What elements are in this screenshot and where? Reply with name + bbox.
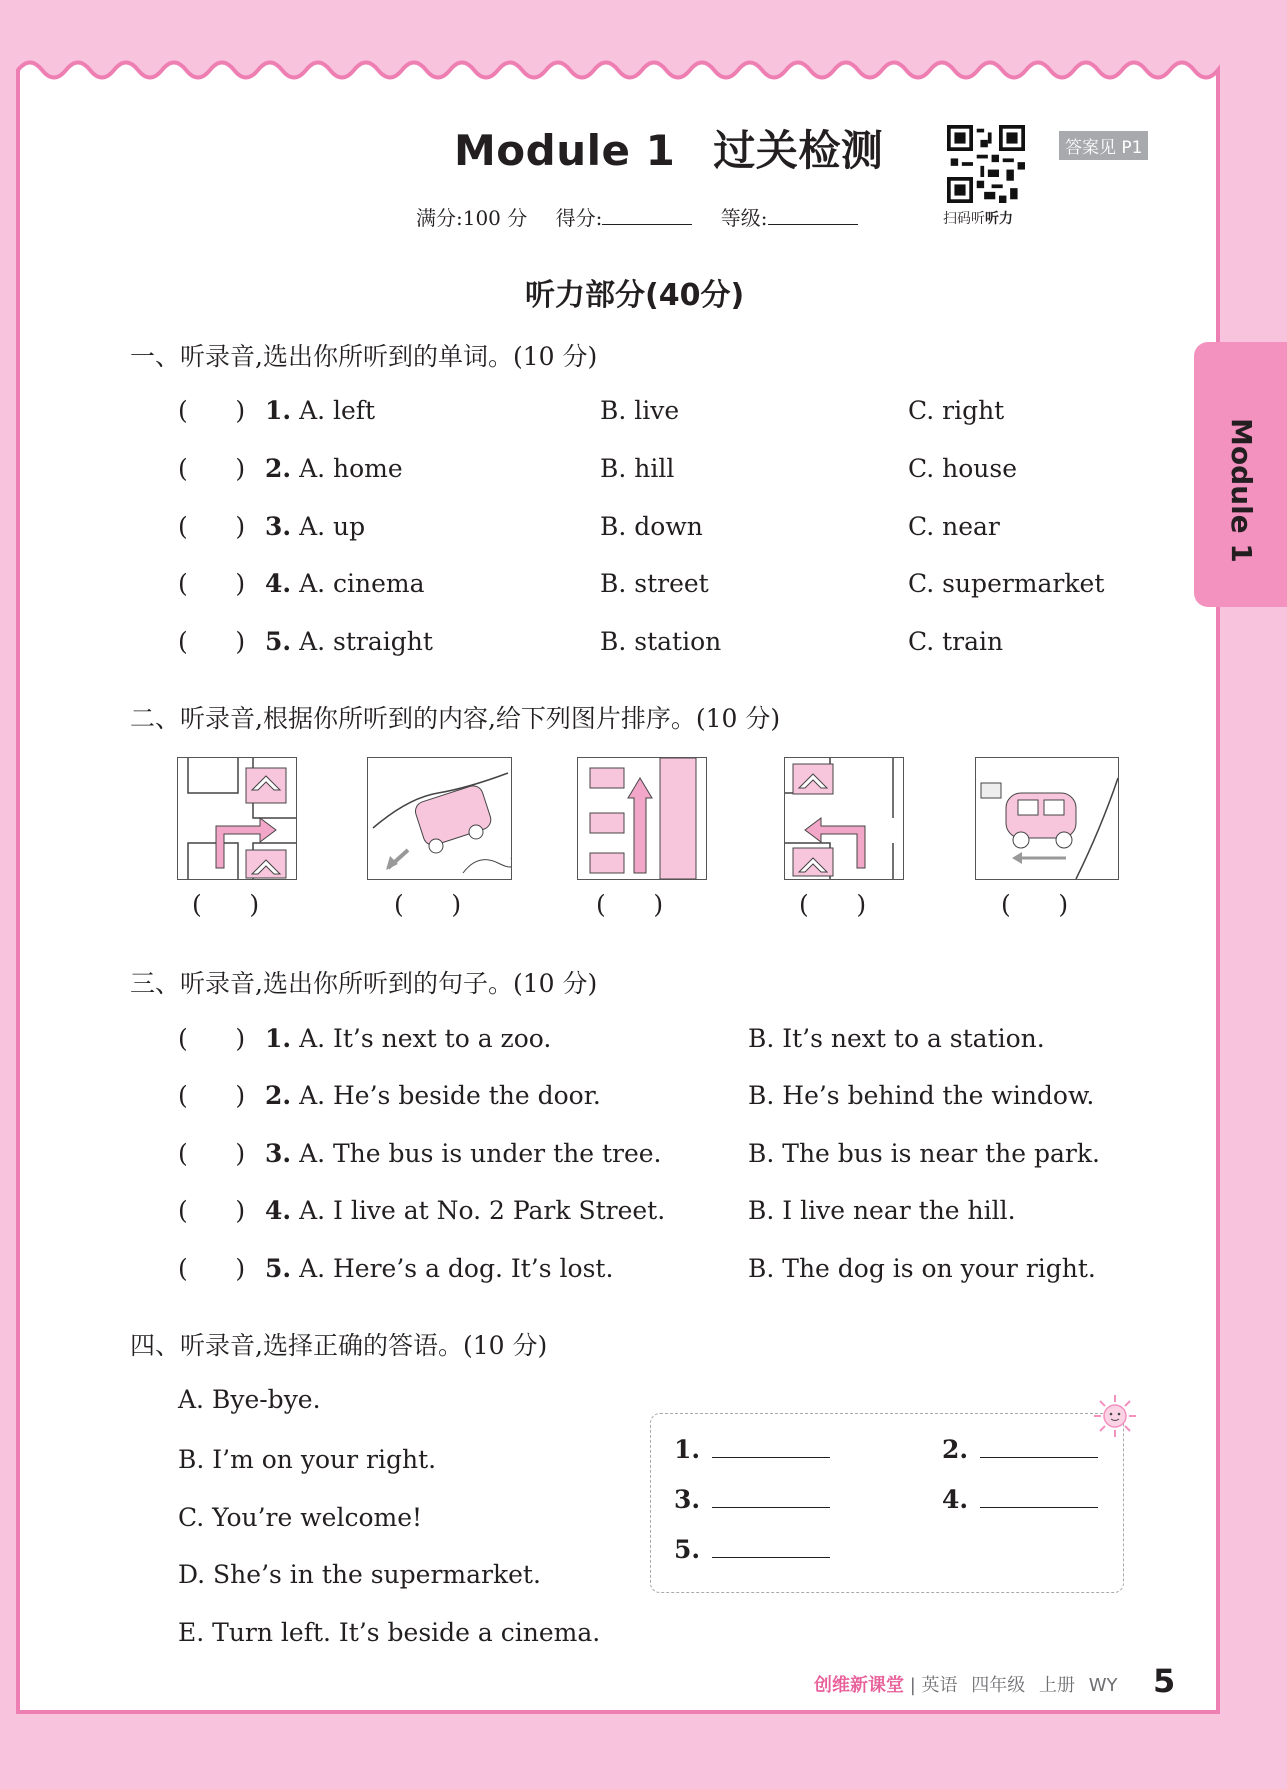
q1-option-b: B. down bbox=[600, 512, 703, 541]
q1-item: 4. A. cinema bbox=[265, 569, 425, 598]
q3-item: 4. A. I live at No. 2 Park Street. bbox=[265, 1196, 666, 1225]
footer-subject: 英语 bbox=[921, 1675, 958, 1696]
q1-heading: 一、听录音,选出你所听到的单词。(10 分) bbox=[130, 342, 598, 371]
q3-heading: 三、听录音,选出你所听到的句子。(10 分) bbox=[130, 969, 598, 998]
footer bbox=[814, 1671, 1118, 1697]
answer-blank-4[interactable]: 4. bbox=[942, 1485, 1098, 1514]
title-module: Module 1 bbox=[454, 126, 676, 175]
q1-option-c: C. train bbox=[908, 627, 1004, 656]
score-blank[interactable] bbox=[602, 206, 692, 225]
q4-option: E. Turn left. It’s beside a cinema. bbox=[178, 1618, 601, 1647]
answer-blank-1[interactable]: 1. bbox=[674, 1435, 830, 1464]
side-tab-label: Module 1 bbox=[1225, 418, 1258, 563]
order-paren[interactable]: ( ) bbox=[192, 890, 260, 919]
q1-option-b: B. hill bbox=[600, 454, 675, 483]
q4-option: C. You’re welcome! bbox=[178, 1503, 423, 1532]
answer-blank-3[interactable]: 3. bbox=[674, 1485, 830, 1514]
score-label: 得分: bbox=[555, 206, 603, 230]
grade-blank[interactable] bbox=[768, 206, 858, 225]
qr-caption bbox=[943, 208, 1013, 228]
picture-go-straight bbox=[577, 757, 707, 880]
q3-item: 1. A. It’s next to a zoo. bbox=[265, 1024, 552, 1053]
picture-turn-right bbox=[177, 757, 297, 880]
footer-separator: | bbox=[909, 1675, 916, 1696]
q1-option-b: B. station bbox=[600, 627, 722, 656]
answer-paren[interactable]: ( ) bbox=[178, 1024, 246, 1053]
q3-option-b: B. The bus is near the park. bbox=[748, 1139, 1100, 1168]
section-title: 听力部分(40分) bbox=[525, 278, 745, 313]
q1-option-b: B. street bbox=[600, 569, 709, 598]
page-title bbox=[454, 118, 883, 178]
answer-blank-2[interactable]: 2. bbox=[942, 1435, 1098, 1464]
q4-option: D. She’s in the supermarket. bbox=[178, 1560, 541, 1589]
score-line bbox=[416, 202, 880, 231]
grade-label: 等级: bbox=[720, 206, 768, 230]
answer-paren[interactable]: ( ) bbox=[178, 512, 246, 541]
sun-icon bbox=[1094, 1395, 1136, 1437]
q1-option-b: B. live bbox=[600, 396, 680, 425]
picture-bus-on-hill bbox=[367, 757, 512, 880]
footer-grade: 四年级 bbox=[971, 1675, 1026, 1696]
q3-option-b: B. He’s behind the window. bbox=[748, 1081, 1095, 1110]
q1-option-c: C. near bbox=[908, 512, 1000, 541]
footer-volume: 上册 bbox=[1039, 1675, 1076, 1696]
q4-heading: 四、听录音,选择正确的答语。(10 分) bbox=[130, 1331, 548, 1360]
answer-paren[interactable]: ( ) bbox=[178, 627, 246, 656]
q1-option-c: C. supermarket bbox=[908, 569, 1105, 598]
qr-caption-bold: 听力 bbox=[985, 211, 1013, 227]
order-paren[interactable]: ( ) bbox=[596, 890, 664, 919]
q3-item: 2. A. He’s beside the door. bbox=[265, 1081, 601, 1110]
answer-paren[interactable]: ( ) bbox=[178, 569, 246, 598]
full-score: 满分:100 分 bbox=[416, 206, 528, 230]
answer-paren[interactable]: ( ) bbox=[178, 1196, 246, 1225]
q3-option-b: B. It’s next to a station. bbox=[748, 1024, 1045, 1053]
answer-paren[interactable]: ( ) bbox=[178, 396, 246, 425]
footer-edition: WY bbox=[1088, 1675, 1118, 1696]
order-paren[interactable]: ( ) bbox=[394, 890, 462, 919]
q3-item: 5. A. Here’s a dog. It’s lost. bbox=[265, 1254, 614, 1283]
picture-turn-left bbox=[784, 757, 904, 880]
qr-caption-plain: 扫码听 bbox=[943, 211, 985, 227]
footer-brand: 创维新课堂 bbox=[814, 1675, 904, 1696]
title-cn: 过关检测 bbox=[713, 126, 884, 175]
page-number: 5 bbox=[1153, 1662, 1176, 1700]
q1-option-c: C. right bbox=[908, 396, 1005, 425]
answer-blank-5[interactable]: 5. bbox=[674, 1535, 830, 1564]
order-paren[interactable]: ( ) bbox=[799, 890, 867, 919]
q1-item: 2. A. home bbox=[265, 454, 403, 483]
q1-item: 1. A. left bbox=[265, 396, 376, 425]
q1-option-c: C. house bbox=[908, 454, 1018, 483]
q4-option: A. Bye-bye. bbox=[178, 1385, 321, 1414]
q3-option-b: B. The dog is on your right. bbox=[748, 1254, 1096, 1283]
answer-paren[interactable]: ( ) bbox=[178, 1139, 246, 1168]
order-paren[interactable]: ( ) bbox=[1001, 890, 1069, 919]
q3-option-b: B. I live near the hill. bbox=[748, 1196, 1016, 1225]
answer-paren[interactable]: ( ) bbox=[178, 1081, 246, 1110]
q1-item: 3. A. up bbox=[265, 512, 366, 541]
picture-car-on-road bbox=[975, 757, 1119, 880]
q4-option: B. I’m on your right. bbox=[178, 1445, 437, 1474]
answer-reference-badge: 答案见 P1 bbox=[1059, 131, 1148, 160]
q2-heading: 二、听录音,根据你所听到的内容,给下列图片排序。(10 分) bbox=[130, 704, 781, 733]
answer-paren[interactable]: ( ) bbox=[178, 454, 246, 483]
answer-paren[interactable]: ( ) bbox=[178, 1254, 246, 1283]
q1-item: 5. A. straight bbox=[265, 627, 433, 656]
qr-code-icon[interactable] bbox=[947, 125, 1025, 203]
q3-item: 3. A. The bus is under the tree. bbox=[265, 1139, 662, 1168]
